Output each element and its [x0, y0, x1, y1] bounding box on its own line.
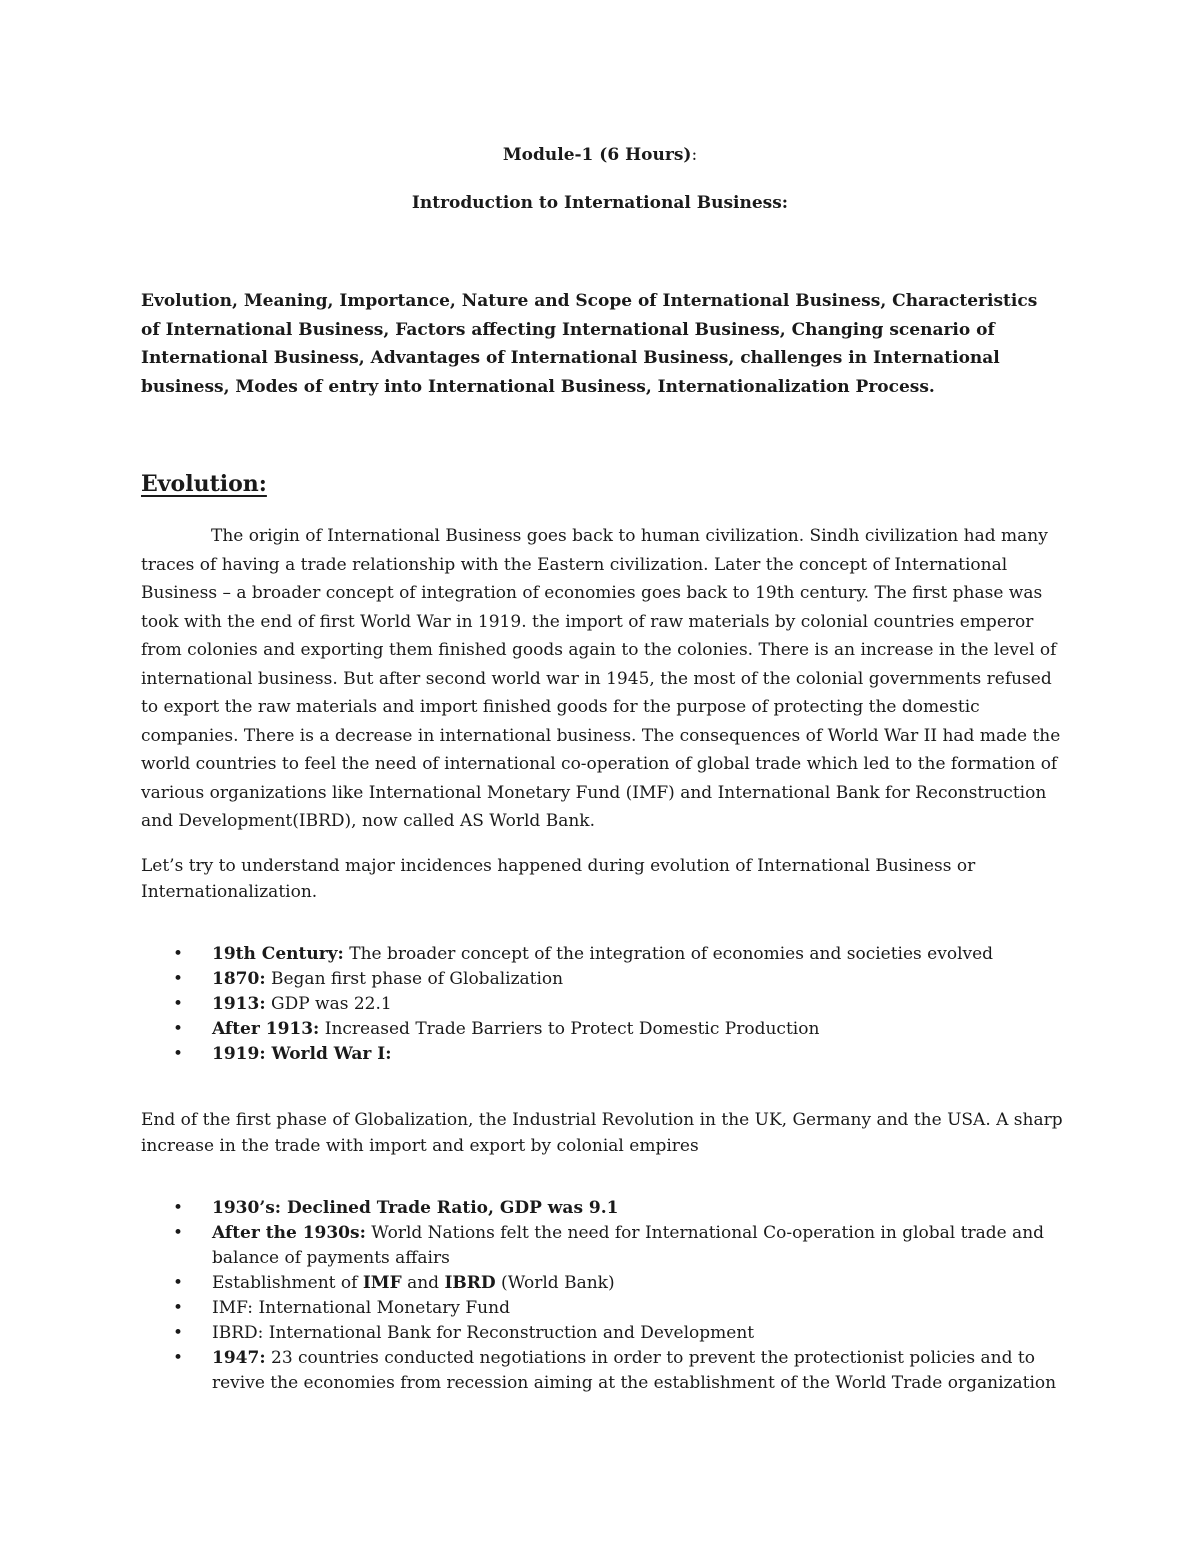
list-item: [141, 992, 1071, 1017]
timeline-list-2: [141, 1196, 1071, 1396]
list-item: [141, 967, 1071, 992]
timeline-list-1: [141, 942, 1071, 1067]
imf-label: IMF: [362, 1273, 402, 1293]
list-item: [141, 1196, 1071, 1221]
list-item-label: 1913:: [212, 994, 266, 1014]
topics-list: Evolution, Meaning, Importance, Nature and Scope of International Business, Characteristics of International Business, Factors affecting International Business, Changing scenario of International Business, Advantages of International Business, challenges in International business, Modes of entry into International Business, Internationalization Process.: [141, 291, 1038, 398]
list-item-text: Increased Trade Barriers to Protect Domestic Production: [319, 1019, 820, 1039]
introduction-title: Introduction to International Business:: [411, 193, 789, 213]
list-item-text: 23 countries conducted negotiations in order to prevent the protectionist policies and to revive the economies from recession aiming at the establishment of the World Trade organization: [212, 1348, 1057, 1393]
list-item-text: IBRD: International Bank for Reconstruction and Development: [212, 1323, 755, 1343]
list-item-label: 1947:: [212, 1348, 266, 1368]
list-item-label: 1930’s: Declined Trade Ratio, GDP was 9.1: [212, 1198, 619, 1218]
ww1-paragraph: End of the first phase of Globalization, the Industrial Revolution in the UK, Germany and the USA. A sharp increase in the trade with import and export by colonial empires: [141, 1110, 1063, 1156]
evolution-paragraph: The origin of International Business goes back to human civilization. Sindh civilization had many traces of having a trade relationship with the Eastern civilization. Later the concept of International Business – a broader concept of integration of economies goes back to 19th century. The first phase was took with the end of first World War in 1919. the import of raw materials by colonial countries emperor from colonies and exporting them finished goods again to the colonies. There is an increase in the level of international business. But after second world war in 1945, the most of the colonial governments refused to export the raw materials and import finished goods for the purpose of protecting the domestic companies. There is a decrease in international business. The consequences of World War II had made the world countries to feel the need of international co-operation of global trade which led to the formation of various organizations like International Monetary Fund (IMF) and International Bank for Reconstruction and Development(IBRD), now called AS World Bank.: [141, 526, 1061, 831]
list-item: [141, 1321, 1071, 1346]
list-item-label: After 1913:: [212, 1019, 320, 1039]
list-item: [141, 942, 1071, 967]
evolution-heading: Evolution:: [141, 471, 267, 497]
list-item: [141, 1042, 1071, 1067]
list-item-text: World Nations felt the need for International Co-operation in global trade and balance of payments affairs: [212, 1223, 1045, 1268]
evolution-intro-line: Let’s try to understand major incidences happened during evolution of International Business or Internationalization.: [141, 856, 976, 902]
list-item-text: (World Bank): [495, 1273, 615, 1293]
list-item: [141, 1271, 1071, 1296]
list-item-text: IMF: International Monetary Fund: [212, 1298, 510, 1318]
list-item-label: After the 1930s:: [212, 1223, 366, 1243]
module-title-colon: :: [691, 145, 698, 165]
module-title-text: Module-1 (6 Hours): [502, 145, 692, 165]
list-item: [141, 1017, 1071, 1042]
list-item: [141, 1296, 1071, 1321]
list-item-text: Establishment of: [212, 1273, 363, 1293]
list-item-text: and: [401, 1273, 445, 1293]
list-item: [141, 1221, 1071, 1271]
list-item-text: The broader concept of the integration of economies and societies evolved: [343, 944, 994, 964]
module-title: [0, 144, 1200, 166]
list-item: [141, 1346, 1071, 1396]
list-item-text: GDP was 22.1: [265, 994, 392, 1014]
list-item-label: 19th Century:: [212, 944, 344, 964]
list-item-text: Began first phase of Globalization: [265, 969, 564, 989]
ibrd-label: IBRD: [444, 1273, 496, 1293]
list-item-label: 1870:: [212, 969, 266, 989]
list-item-label: 1919: World War I:: [212, 1044, 392, 1064]
